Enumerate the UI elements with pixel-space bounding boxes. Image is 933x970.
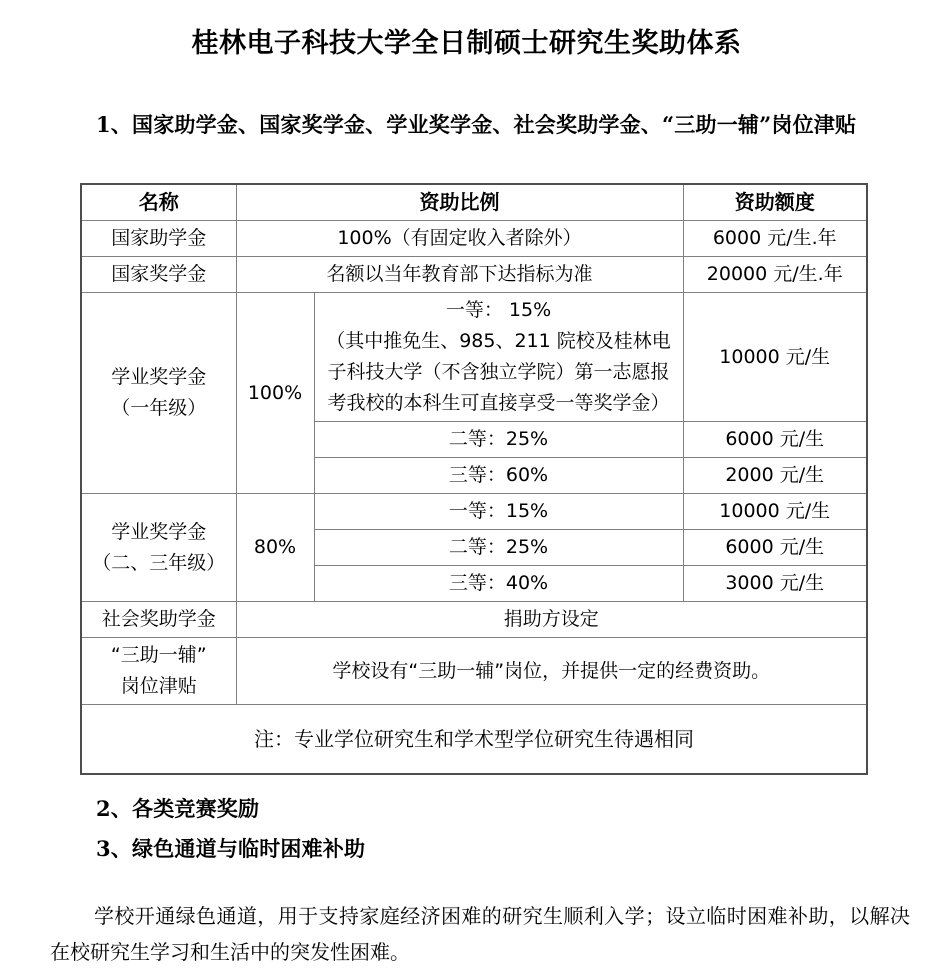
page-title: 桂林电子科技大学全日制硕士研究生奖助体系	[191, 28, 742, 59]
row-label-assistant-allowance-line2: 岗位津贴	[120, 675, 197, 697]
grade1-label-year23: 一等：15%	[314, 494, 683, 530]
row-label-academic-year1-line2: （一年级）	[111, 397, 207, 419]
column-header-amount: 资助额度	[683, 184, 867, 221]
grade2-label-year23: 二等：25%	[314, 530, 683, 566]
table-row-academic-year1-grade1	[81, 293, 867, 422]
row-label-academic-year23-line2: （二、三年级）	[92, 551, 226, 574]
row-label-academic-year1-line1: 学业奖学金	[111, 366, 207, 388]
grade3-label-year1: 三等：60%	[314, 458, 683, 494]
row-amount-national-grant: 6000 元/生.年	[683, 221, 867, 257]
section-heading-1: 1、国家助学金、国家奖学金、学业奖学金、社会奖助学金、“三助一辅”岗位津贴	[96, 112, 857, 137]
row-label-national-grant: 国家助学金	[81, 221, 236, 257]
table-row-national-grant	[81, 221, 867, 257]
row-percent-academic-year23: 80%	[236, 494, 314, 602]
table-note-text: 注：专业学位研究生和学术型学位研究生待遇相同	[81, 705, 867, 775]
row-percent-academic-year1: 100%	[236, 293, 314, 494]
grade3-amount-year1: 2000 元/生	[683, 458, 867, 494]
column-header-ratio: 资助比例	[236, 184, 683, 221]
row-label-academic-year23-line1: 学业奖学金	[111, 520, 207, 543]
row-ratio-academic-year1-grade1	[314, 293, 683, 422]
grade3-amount-year23: 3000 元/生	[683, 566, 867, 602]
row-value-assistant-allowance: 学校设有“三助一辅”岗位，并提供一定的经费资助。	[236, 638, 867, 705]
grade1-amount-year23: 10000 元/生	[683, 494, 867, 530]
grade1-label-year1: 一等： 15%	[445, 299, 552, 321]
section-heading-3: 3、绿色通道与临时困难补助	[96, 836, 366, 861]
grade2-amount-year23: 6000 元/生	[683, 530, 867, 566]
row-amount-national-scholarship: 20000 元/生.年	[683, 257, 867, 293]
table-header-row	[81, 184, 867, 221]
row-amount-academic-year1-grade1: 10000 元/生	[683, 293, 867, 422]
row-label-assistant-allowance	[81, 638, 236, 705]
grade1-note-year1: （其中推免生、985、211 院校及桂林电子科技大学（不含独立学院）第一志愿报考我校的本科生可直接享受一等奖学金）	[326, 330, 671, 414]
body-paragraph-green-channel: 学校开通绿色通道，用于支持家庭经济困难的研究生顺利入学；设立临时困难补助，以解决在校研究生学习和生活中的突发性困难。	[50, 904, 910, 964]
table-row-assistant-allowance	[81, 638, 867, 705]
grade2-amount-year1: 6000 元/生	[683, 422, 867, 458]
section-heading-2: 2、各类竞赛奖励	[96, 796, 260, 821]
table-row-social-award	[81, 602, 867, 638]
funding-table	[80, 183, 868, 775]
row-value-social-award: 捐助方设定	[236, 602, 867, 638]
column-header-name: 名称	[81, 184, 236, 221]
row-label-academic-year23	[81, 494, 236, 602]
grade3-label-year23: 三等：40%	[314, 566, 683, 602]
row-label-assistant-allowance-line1: “三助一辅”	[110, 644, 207, 666]
table-row-note	[81, 705, 867, 775]
funding-table-container	[80, 183, 866, 775]
row-ratio-national-grant: 100%（有固定收入者除外）	[236, 221, 683, 257]
row-ratio-national-scholarship: 名额以当年教育部下达指标为准	[236, 257, 683, 293]
table-row-national-scholarship	[81, 257, 867, 293]
row-label-social-award: 社会奖助学金	[81, 602, 236, 638]
row-label-academic-year1	[81, 293, 236, 494]
row-label-national-scholarship: 国家奖学金	[81, 257, 236, 293]
grade2-label-year1: 二等：25%	[314, 422, 683, 458]
table-row-academic-year23-grade1	[81, 494, 867, 530]
